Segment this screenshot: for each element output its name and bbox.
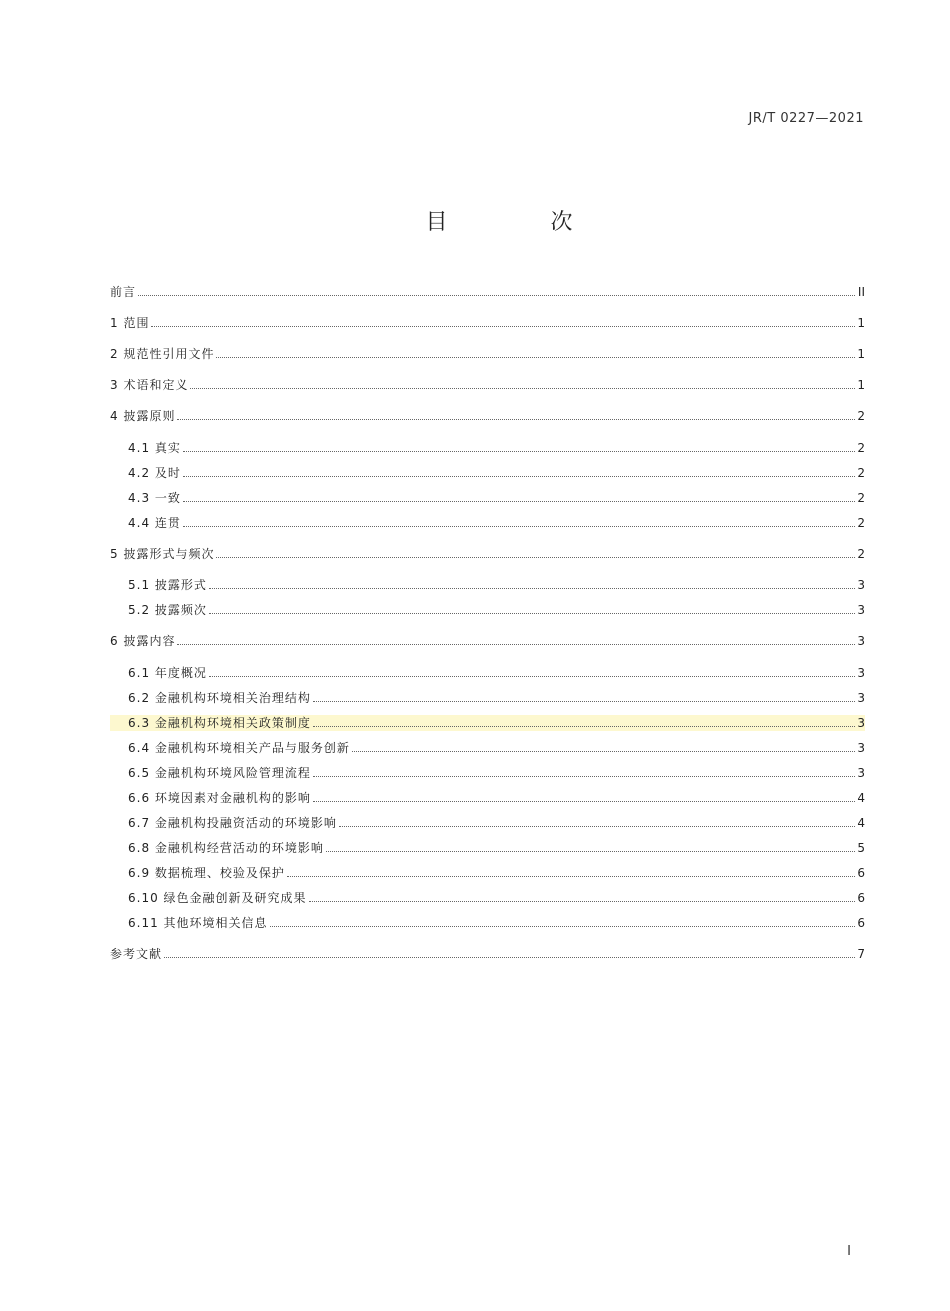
toc-entry-label: 4.3 一致 — [128, 491, 181, 505]
toc-entry[interactable] — [110, 577, 865, 593]
dot-leader — [138, 295, 855, 296]
toc-entry-label: 1 范围 — [110, 316, 150, 330]
toc-entry[interactable] — [110, 690, 865, 706]
toc-entry-page: 2 — [857, 516, 865, 530]
toc-entry-page: 2 — [857, 547, 865, 561]
toc-entry-label: 6.9 数据梳理、校验及保护 — [128, 866, 285, 880]
toc-entry-label: 5 披露形式与频次 — [110, 547, 215, 561]
toc-entry-page: 3 — [857, 741, 865, 755]
toc-entry-label: 4 披露原则 — [110, 409, 176, 423]
dot-leader — [183, 451, 855, 452]
dot-leader — [287, 876, 855, 877]
dot-leader — [216, 357, 855, 358]
toc-entry[interactable] — [110, 865, 865, 881]
toc-entry-label: 3 术语和定义 — [110, 378, 189, 392]
toc-entry[interactable] — [110, 815, 865, 831]
toc-entry[interactable] — [110, 440, 865, 456]
toc-entry-label: 6.2 金融机构环境相关治理结构 — [128, 691, 311, 705]
dot-leader — [339, 826, 855, 827]
dot-leader — [209, 676, 855, 677]
toc-entry[interactable] — [110, 715, 865, 731]
dot-leader — [209, 613, 855, 614]
table-of-contents — [110, 284, 865, 962]
dot-leader — [313, 801, 855, 802]
toc-entry-page: 4 — [857, 791, 865, 805]
dot-leader — [326, 851, 855, 852]
toc-entry-label: 6.8 金融机构经营活动的环境影响 — [128, 841, 324, 855]
toc-entry-label: 4.2 及时 — [128, 466, 181, 480]
toc-entry-label: 6.1 年度概况 — [128, 666, 207, 680]
page-number: I — [847, 1244, 851, 1259]
toc-entry-page: 5 — [857, 841, 865, 855]
toc-entry-label: 2 规范性引用文件 — [110, 347, 215, 361]
dot-leader — [164, 957, 855, 958]
toc-entry[interactable] — [110, 915, 865, 931]
toc-entry-label: 6.6 环境因素对金融机构的影响 — [128, 791, 311, 805]
toc-entry-page: 2 — [857, 491, 865, 505]
dot-leader — [352, 751, 855, 752]
toc-entry[interactable] — [110, 346, 865, 362]
toc-entry-page: 3 — [857, 603, 865, 617]
toc-entry-label: 6 披露内容 — [110, 634, 176, 648]
dot-leader — [183, 501, 855, 502]
toc-entry[interactable] — [110, 633, 865, 649]
toc-entry[interactable] — [110, 490, 865, 506]
toc-entry[interactable] — [110, 946, 865, 962]
toc-entry-page: 7 — [857, 947, 865, 961]
toc-entry-page: 2 — [857, 441, 865, 455]
toc-entry-label: 4.4 连贯 — [128, 516, 181, 530]
toc-entry[interactable] — [110, 740, 865, 756]
toc-entry-label: 5.2 披露频次 — [128, 603, 207, 617]
toc-entry[interactable] — [110, 602, 865, 618]
toc-entry-page: 4 — [857, 816, 865, 830]
dot-leader — [183, 476, 855, 477]
toc-entry[interactable] — [110, 546, 865, 562]
dot-leader — [209, 588, 855, 589]
toc-entry[interactable] — [110, 284, 865, 300]
toc-entry-page: II — [857, 285, 865, 299]
dot-leader — [270, 926, 855, 927]
toc-entry[interactable] — [110, 465, 865, 481]
toc-entry[interactable] — [110, 890, 865, 906]
toc-entry-label: 6.10 绿色金融创新及研究成果 — [128, 891, 307, 905]
dot-leader — [177, 644, 855, 645]
toc-entry-page: 2 — [857, 409, 865, 423]
toc-entry[interactable] — [110, 515, 865, 531]
toc-entry[interactable] — [110, 377, 865, 393]
dot-leader — [151, 326, 855, 327]
toc-entry[interactable] — [110, 665, 865, 681]
toc-entry[interactable] — [110, 408, 865, 424]
dot-leader — [183, 526, 855, 527]
toc-entry-page: 6 — [857, 866, 865, 880]
toc-entry-page: 3 — [857, 691, 865, 705]
toc-entry[interactable] — [110, 315, 865, 331]
toc-entry[interactable] — [110, 790, 865, 806]
toc-entry-page: 1 — [857, 347, 865, 361]
toc-entry-label: 6.5 金融机构环境风险管理流程 — [128, 766, 311, 780]
toc-entry-page: 3 — [857, 578, 865, 592]
toc-title: 目 次 — [425, 210, 621, 235]
toc-entry-label: 6.7 金融机构投融资活动的环境影响 — [128, 816, 337, 830]
dot-leader — [177, 419, 855, 420]
toc-entry-page: 1 — [857, 378, 865, 392]
document-code: JR/T 0227—2021 — [748, 111, 864, 126]
toc-entry-page: 6 — [857, 891, 865, 905]
toc-entry-page: 3 — [857, 716, 865, 730]
toc-entry-page: 3 — [857, 666, 865, 680]
dot-leader — [313, 701, 855, 702]
toc-entry-label: 前言 — [110, 285, 137, 299]
toc-entry-label: 参考文献 — [110, 947, 163, 961]
dot-leader — [313, 726, 855, 727]
toc-entry-page: 3 — [857, 766, 865, 780]
toc-entry-label: 4.1 真实 — [128, 441, 181, 455]
toc-entry[interactable] — [110, 765, 865, 781]
dot-leader — [313, 776, 855, 777]
dot-leader — [216, 557, 855, 558]
toc-entry-page: 2 — [857, 466, 865, 480]
toc-entry-label: 6.4 金融机构环境相关产品与服务创新 — [128, 741, 350, 755]
dot-leader — [190, 388, 855, 389]
toc-entry-label: 6.3 金融机构环境相关政策制度 — [128, 716, 311, 730]
toc-entry-page: 6 — [857, 916, 865, 930]
toc-entry-page: 1 — [857, 316, 865, 330]
toc-entry-label: 5.1 披露形式 — [128, 578, 207, 592]
toc-entry[interactable] — [110, 840, 865, 856]
toc-entry-page: 3 — [857, 634, 865, 648]
toc-entry-label: 6.11 其他环境相关信息 — [128, 916, 268, 930]
dot-leader — [309, 901, 855, 902]
